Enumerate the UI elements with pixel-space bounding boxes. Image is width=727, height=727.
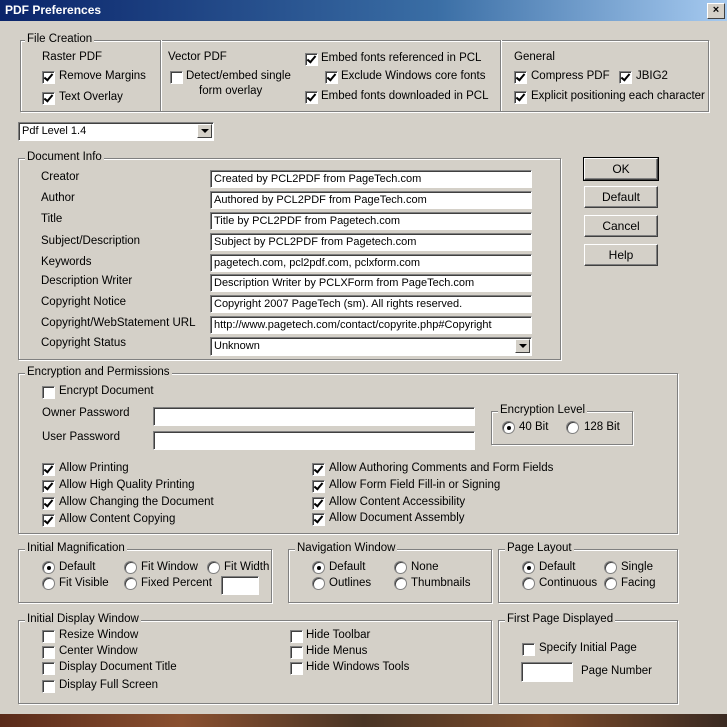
- remove-margins-checkbox[interactable]: [42, 71, 55, 84]
- 128-bit-radio[interactable]: [566, 421, 579, 434]
- encrypt-document-checkbox[interactable]: [42, 386, 55, 399]
- nav-default-label: Default: [329, 561, 366, 573]
- allow-changing-checkbox[interactable]: [42, 497, 55, 510]
- fit-width-label: Fit Width: [224, 561, 270, 573]
- allow-form-fill-checkbox[interactable]: [312, 480, 325, 493]
- general-label: General: [514, 51, 555, 63]
- encryption-group: [18, 373, 678, 534]
- allow-accessibility-label: Allow Content Accessibility: [329, 496, 466, 508]
- nav-outlines-radio[interactable]: [312, 577, 325, 590]
- divider: [160, 40, 162, 111]
- allow-copying-checkbox[interactable]: [42, 514, 55, 527]
- center-window-checkbox[interactable]: [42, 646, 55, 659]
- user-password-label: User Password: [42, 431, 120, 443]
- layout-single-label: Single: [621, 561, 653, 573]
- owner-password-label: Owner Password: [42, 407, 130, 419]
- hide-menus-label: Hide Menus: [306, 645, 368, 657]
- full-screen-checkbox[interactable]: [42, 680, 55, 693]
- navigation-window-label: Navigation Window: [297, 542, 396, 554]
- chevron-down-icon[interactable]: [515, 339, 530, 353]
- description-writer-field[interactable]: Description Writer by PCLXForm from PageTech.com: [210, 274, 532, 292]
- display-title-checkbox[interactable]: [42, 662, 55, 675]
- document-info-label: Document Info: [27, 151, 102, 163]
- title-bar: [0, 0, 727, 21]
- fixed-percent-label: Fixed Percent: [141, 577, 212, 589]
- compress-pdf-checkbox[interactable]: [514, 71, 527, 84]
- fit-visible-label: Fit Visible: [59, 577, 109, 589]
- allow-authoring-label: Allow Authoring Comments and Form Fields: [329, 462, 554, 474]
- page-number-field[interactable]: [521, 662, 573, 682]
- subject-field[interactable]: Subject by PCL2PDF from Pagetech.com: [210, 233, 532, 251]
- exclude-windows-fonts-checkbox[interactable]: [325, 71, 338, 84]
- title-label: Title: [41, 213, 63, 225]
- copyright-notice-field[interactable]: Copyright 2007 PageTech (sm). All rights reserved.: [210, 295, 532, 313]
- nav-outlines-label: Outlines: [329, 577, 372, 589]
- page-number-label: Page Number: [581, 665, 652, 677]
- allow-assembly-checkbox[interactable]: [312, 513, 325, 526]
- nav-none-radio[interactable]: [394, 561, 407, 574]
- description-writer-label: Description Writer: [41, 275, 133, 287]
- nav-default-radio[interactable]: [312, 561, 325, 574]
- allow-form-fill-label: Allow Form Field Fill-in or Signing: [329, 479, 501, 491]
- navigation-window-group: [288, 549, 492, 603]
- creator-label: Creator: [41, 171, 80, 183]
- hide-toolbar-label: Hide Toolbar: [306, 629, 371, 641]
- detect-embed-checkbox[interactable]: [170, 71, 183, 84]
- explicit-positioning-label: Explicit positioning each character: [531, 90, 705, 102]
- allow-hq-printing-label: Allow High Quality Printing: [59, 479, 195, 491]
- layout-facing-radio[interactable]: [604, 577, 617, 590]
- encrypt-document-label: Encrypt Document: [59, 385, 154, 397]
- layout-facing-label: Facing: [621, 577, 656, 589]
- allow-assembly-label: Allow Document Assembly: [329, 512, 465, 524]
- nav-thumbnails-label: Thumbnails: [411, 577, 471, 589]
- embed-fonts-pcl-checkbox[interactable]: [305, 53, 318, 66]
- specify-initial-page-label: Specify Initial Page: [539, 642, 637, 654]
- pdf-level-select[interactable]: [18, 122, 214, 141]
- author-field[interactable]: Authored by PCL2PDF from PageTech.com: [210, 191, 532, 209]
- creator-field[interactable]: Created by PCL2PDF from PageTech.com: [210, 170, 532, 188]
- detect-embed-label: Detect/embed single: [186, 70, 291, 82]
- page-layout-label: Page Layout: [507, 542, 572, 554]
- text-overlay-checkbox[interactable]: [42, 92, 55, 105]
- full-screen-label: Display Full Screen: [59, 679, 159, 691]
- initial-display-label: Initial Display Window: [27, 613, 139, 625]
- detect-embed-label-2: form overlay: [199, 85, 263, 97]
- vector-pdf-label: Vector PDF: [168, 51, 227, 63]
- divider: [500, 40, 502, 111]
- user-password-field[interactable]: [153, 431, 475, 450]
- cancel-button[interactable]: Cancel: [584, 215, 658, 237]
- keywords-label: Keywords: [41, 256, 92, 268]
- allow-copying-label: Allow Content Copying: [59, 513, 176, 525]
- hide-menus-checkbox[interactable]: [290, 646, 303, 659]
- jbig2-label: JBIG2: [636, 70, 668, 82]
- fixed-percent-radio[interactable]: [124, 577, 137, 590]
- raster-pdf-label: Raster PDF: [42, 51, 103, 63]
- copyright-status-value: Unknown: [214, 340, 260, 352]
- remove-margins-label: Remove Margins: [59, 70, 146, 82]
- 128-bit-label: 128 Bit: [584, 421, 620, 433]
- encryption-label: Encryption and Permissions: [27, 366, 170, 378]
- keywords-field[interactable]: pagetech.com, pcl2pdf.com, pclxform.com: [210, 254, 532, 272]
- file-creation-label: File Creation: [27, 33, 93, 45]
- allow-accessibility-checkbox[interactable]: [312, 497, 325, 510]
- fit-window-radio[interactable]: [124, 561, 137, 574]
- chevron-down-icon[interactable]: [197, 124, 212, 138]
- author-label: Author: [41, 192, 75, 204]
- explicit-positioning-checkbox[interactable]: [514, 91, 527, 104]
- close-button[interactable]: ×: [707, 3, 725, 19]
- subject-label: Subject/Description: [41, 235, 141, 247]
- embed-fonts-downloaded-label: Embed fonts downloaded in PCL: [321, 90, 489, 102]
- initial-magnification-label: Initial Magnification: [27, 542, 125, 554]
- resize-window-label: Resize Window: [59, 629, 139, 641]
- fit-visible-radio[interactable]: [42, 577, 55, 590]
- 40-bit-radio[interactable]: [502, 421, 515, 434]
- page-layout-group: [498, 549, 678, 603]
- display-title-label: Display Document Title: [59, 661, 177, 673]
- layout-default-radio[interactable]: [522, 561, 535, 574]
- layout-continuous-radio[interactable]: [522, 577, 535, 590]
- copyright-status-select[interactable]: [210, 337, 532, 356]
- nav-thumbnails-radio[interactable]: [394, 577, 407, 590]
- compress-pdf-label: Compress PDF: [531, 70, 610, 82]
- allow-hq-printing-checkbox[interactable]: [42, 480, 55, 493]
- background-strip: [0, 714, 727, 727]
- 40-bit-label: 40 Bit: [519, 421, 549, 433]
- ok-button[interactable]: OK: [584, 158, 658, 180]
- copyright-notice-label: Copyright Notice: [41, 296, 127, 308]
- layout-default-label: Default: [539, 561, 576, 573]
- embed-fonts-downloaded-checkbox[interactable]: [305, 91, 318, 104]
- allow-changing-label: Allow Changing the Document: [59, 496, 214, 508]
- allow-printing-label: Allow Printing: [59, 462, 129, 474]
- help-button[interactable]: Help: [584, 244, 658, 266]
- hide-toolbar-checkbox[interactable]: [290, 630, 303, 643]
- fixed-percent-field[interactable]: [221, 576, 259, 595]
- exclude-windows-fonts-label: Exclude Windows core fonts: [341, 70, 486, 82]
- copyright-status-label: Copyright Status: [41, 337, 127, 349]
- allow-authoring-checkbox[interactable]: [312, 463, 325, 476]
- owner-password-field[interactable]: [153, 407, 475, 426]
- center-window-label: Center Window: [59, 645, 138, 657]
- hide-windows-tools-label: Hide Windows Tools: [306, 661, 410, 673]
- title-field[interactable]: Title by PCL2PDF from Pagetech.com: [210, 212, 532, 230]
- embed-fonts-pcl-label: Embed fonts referenced in PCL: [321, 52, 482, 64]
- fit-width-radio[interactable]: [207, 561, 220, 574]
- pdf-level-value: Pdf Level 1.4: [22, 125, 87, 137]
- resize-window-checkbox[interactable]: [42, 630, 55, 643]
- layout-single-radio[interactable]: [604, 561, 617, 574]
- first-page-label: First Page Displayed: [507, 613, 614, 625]
- copyright-url-label: Copyright/WebStatement URL: [41, 317, 196, 329]
- text-overlay-label: Text Overlay: [59, 91, 123, 103]
- fit-window-label: Fit Window: [141, 561, 198, 573]
- window-title: PDF Preferences: [5, 3, 102, 17]
- mag-default-radio[interactable]: [42, 561, 55, 574]
- nav-none-label: None: [411, 561, 439, 573]
- hide-windows-tools-checkbox[interactable]: [290, 662, 303, 675]
- encryption-level-label: Encryption Level: [500, 404, 586, 416]
- specify-initial-page-checkbox[interactable]: [522, 643, 535, 656]
- jbig2-checkbox[interactable]: [619, 71, 632, 84]
- default-button[interactable]: Default: [584, 186, 658, 208]
- mag-default-label: Default: [59, 561, 96, 573]
- allow-printing-checkbox[interactable]: [42, 463, 55, 476]
- copyright-url-field[interactable]: http://www.pagetech.com/contact/copyrite.php#Copyright: [210, 316, 532, 334]
- layout-continuous-label: Continuous: [539, 577, 598, 589]
